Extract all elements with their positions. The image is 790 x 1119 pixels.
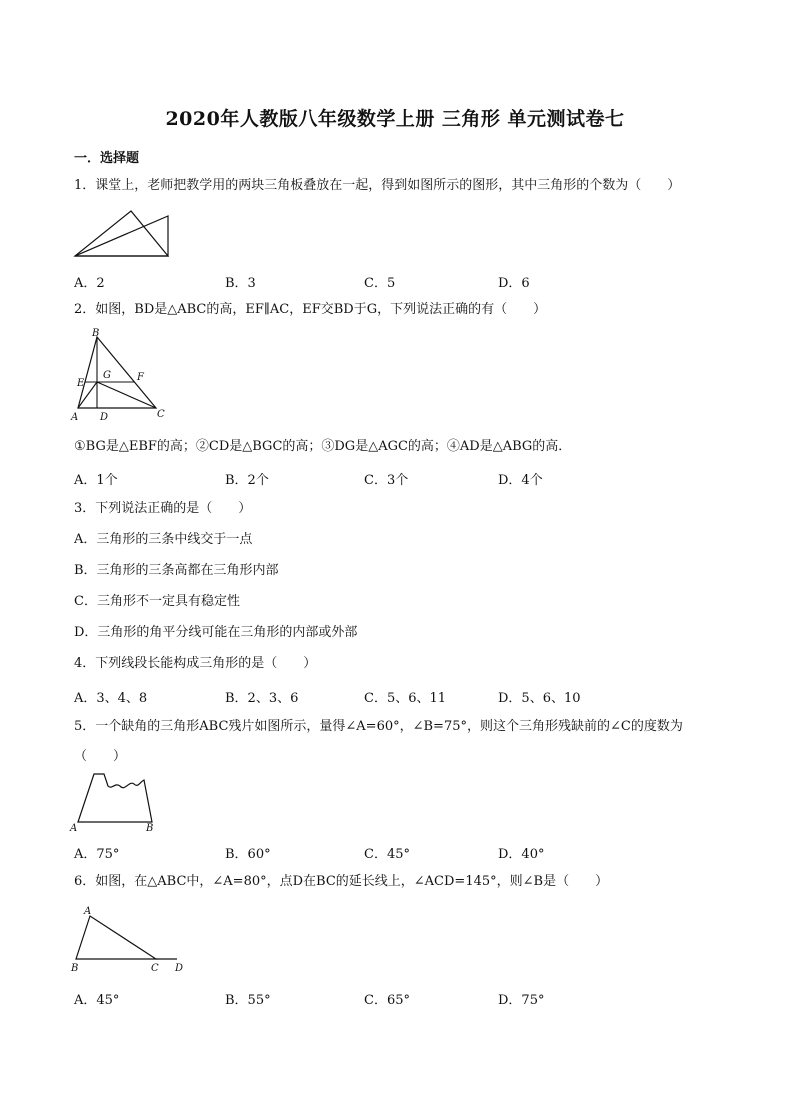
option-d: D．40° [498, 847, 545, 862]
question-5-stem: 5．一个缺角的三角形ABC残片如图所示，量得∠A=60°，∠B=75°，则这个三角形残缺前的∠C的度数为 [74, 719, 683, 734]
question-5-stem-cont: （ ） [74, 749, 127, 764]
label-a: A [71, 412, 79, 423]
option-d: D．6 [498, 276, 530, 291]
triangle-set-square-2 [75, 216, 168, 256]
page-title: 2020年人教版八年级数学上册 三角形 单元测试卷七 [165, 108, 625, 130]
option-c: C．45° [364, 847, 410, 862]
question-1-figure [74, 210, 170, 258]
triangle-abc [76, 916, 156, 959]
option-c: C．5 [364, 276, 396, 291]
option-b: B．2个 [225, 473, 269, 488]
question-4-options [74, 687, 714, 705]
broken-triangle [78, 774, 152, 822]
option-b: B．55° [225, 993, 271, 1008]
question-2-statements: ①BG是△EBF的高；②CD是△BGC的高；③DG是△AGC的高；④AD是△ABG的高． [74, 439, 572, 454]
label-d: D [175, 963, 184, 974]
option-c: C．5、6、11 [364, 691, 447, 706]
label-b: B [146, 823, 154, 834]
choice-c: C．三角形不一定具有稳定性 [74, 594, 240, 609]
option-a: A．2 [74, 276, 105, 291]
question-4-stem: 4．下列线段长能构成三角形的是（ ） [74, 656, 317, 671]
choice-b: B．三角形的三条高都在三角形内部 [74, 563, 279, 578]
label-g: G [103, 370, 111, 381]
label-a: A [70, 823, 78, 834]
question-2-stem: 2．如图，BD是△ABC的高，EF∥AC，EF交BD于G，下列说法正确的有（ ） [74, 302, 547, 317]
label-e: E [77, 378, 85, 389]
option-b: B．3 [225, 276, 256, 291]
triangle-abc [78, 337, 156, 408]
question-5-options [74, 843, 714, 861]
question-5-figure [70, 770, 162, 834]
option-a: A．75° [74, 847, 120, 862]
question-1-stem: 1．课堂上，老师把教学用的两块三角板叠放在一起，得到如图所示的图形，其中三角形的个数为（ ） [74, 178, 681, 193]
question-1-options [74, 272, 714, 290]
option-c: C．3个 [364, 473, 409, 488]
section-heading: 一．选择题 [74, 151, 140, 166]
question-6-options [74, 989, 714, 1007]
question-6-stem: 6．如图，在△ABC中，∠A=80°，点D在BC的延长线上，∠ACD=145°，则∠B是（ ） [74, 874, 609, 889]
label-b: B [71, 963, 79, 974]
choice-a: A．三角形的三条中线交于一点 [74, 532, 253, 547]
segment-cg [97, 382, 156, 408]
choice-d: D．三角形的角平分线可能在三角形的内部或外部 [74, 625, 358, 640]
option-d: D．5、6、10 [498, 691, 581, 706]
label-a: A [84, 906, 92, 917]
option-a: A．1个 [74, 473, 118, 488]
label-d: D [100, 412, 109, 423]
question-2-figure [70, 327, 170, 422]
option-b: B．60° [225, 847, 271, 862]
question-2-options [74, 469, 714, 487]
label-c: C [157, 409, 165, 420]
option-c: C．65° [364, 993, 410, 1008]
label-b: B [92, 328, 100, 339]
option-d: D．75° [498, 993, 545, 1008]
option-a: A．3、4、8 [74, 691, 148, 706]
option-a: A．45° [74, 993, 120, 1008]
triangle-set-square-1 [75, 211, 168, 256]
question-3-stem: 3．下列说法正确的是（ ） [74, 501, 252, 516]
option-b: B．2、3、6 [225, 691, 299, 706]
label-c: C [151, 963, 159, 974]
option-d: D．4个 [498, 473, 543, 488]
label-f: F [137, 372, 144, 383]
question-6-figure [70, 903, 190, 973]
